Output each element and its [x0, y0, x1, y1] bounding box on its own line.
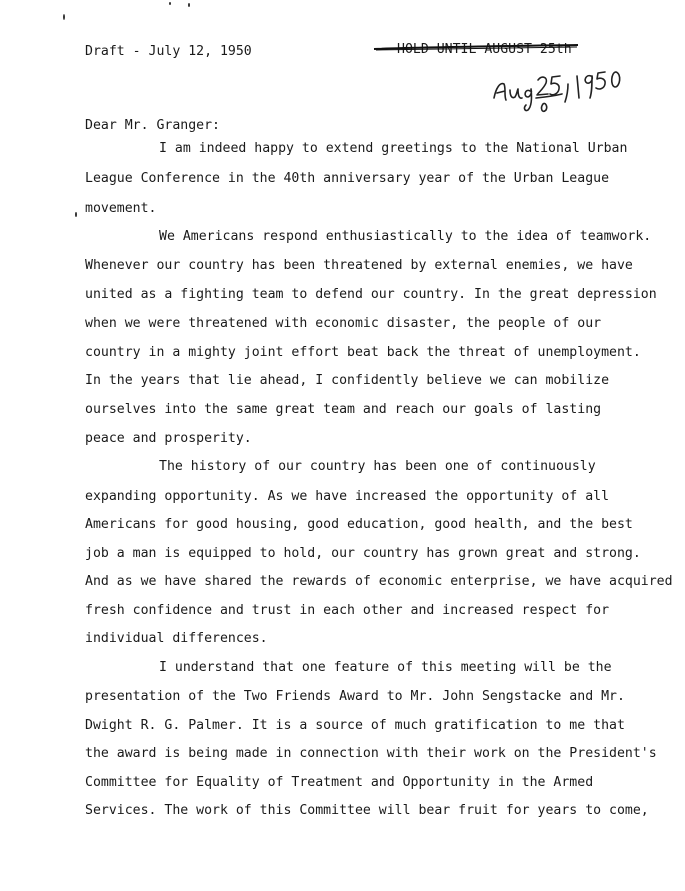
- paper-speck: [75, 212, 77, 217]
- paper-speck: [63, 14, 65, 20]
- body-line: united as a fighting team to defend our country. In the great depression: [85, 287, 657, 302]
- body-line: Whenever our country has been threatened by external enemies, we have: [85, 258, 633, 273]
- body-line: presentation of the Two Friends Award to Mr. John Sengstacke and Mr.: [85, 689, 625, 704]
- body-line: Americans for good housing, good education, good health, and the best: [85, 517, 633, 532]
- paper-speck: [188, 3, 190, 7]
- body-line: In the years that lie ahead, I confidently believe we can mobilize: [85, 373, 610, 388]
- body-line: when we were threatened with economic disaster, the people of our: [85, 316, 602, 331]
- salutation: Dear Mr. Granger:: [85, 118, 220, 133]
- body-line: fresh confidence and trust in each other and increased respect for: [85, 603, 610, 618]
- hold-until-note: HOLD UNTIL AUGUST 25th: [397, 42, 572, 57]
- body-line: We Americans respond enthusiastically to the idea of teamwork.: [159, 229, 652, 244]
- body-line: country in a mighty joint effort beat back the threat of unemployment.: [85, 345, 641, 360]
- body-line: The history of our country has been one of continuously: [159, 459, 596, 474]
- body-line: ourselves into the same great team and reach our goals of lasting: [85, 402, 602, 417]
- body-line: And as we have shared the rewards of economic enterprise, we have acquired: [85, 574, 673, 589]
- body-line: League Conference in the 40th anniversary year of the Urban League: [85, 171, 610, 186]
- paper-speck: [169, 2, 171, 5]
- handwritten-date: [488, 64, 628, 116]
- body-line: I am indeed happy to extend greetings to the National Urban: [159, 141, 628, 156]
- body-line: expanding opportunity. As we have increased the opportunity of all: [85, 489, 610, 504]
- body-line: Dwight R. G. Palmer. It is a source of much gratification to me that: [85, 718, 625, 733]
- body-line: Committee for Equality of Treatment and Opportunity in the Armed: [85, 775, 594, 790]
- body-line: I understand that one feature of this meeting will be the: [159, 660, 612, 675]
- body-line: the award is being made in connection with their work on the President's: [85, 746, 657, 761]
- strikethrough-mark: [372, 42, 582, 56]
- body-line: movement.: [85, 201, 157, 216]
- body-line: Services. The work of this Committee will bear fruit for years to come,: [85, 803, 649, 818]
- body-line: job a man is equipped to hold, our country has grown great and strong.: [85, 546, 641, 561]
- body-line: individual differences.: [85, 631, 268, 646]
- draft-date: Draft - July 12, 1950: [85, 44, 252, 59]
- body-line: peace and prosperity.: [85, 431, 252, 446]
